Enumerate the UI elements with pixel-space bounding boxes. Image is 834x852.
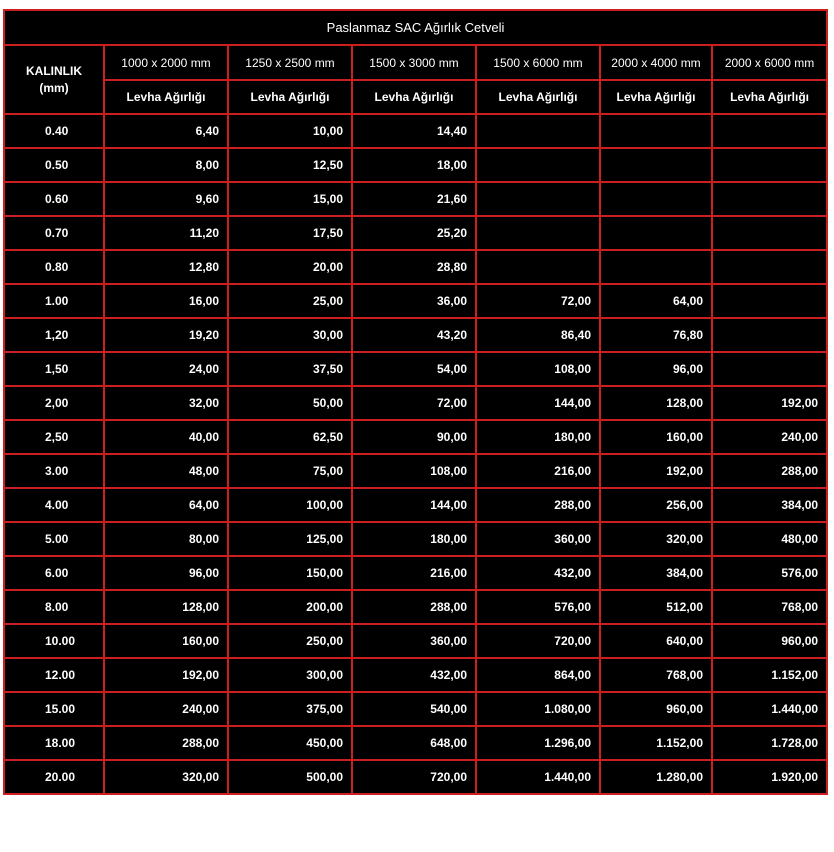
- thickness-cell: 1,50: [4, 352, 104, 386]
- weight-cell: 16,00: [104, 284, 228, 318]
- table-row: [4, 488, 827, 522]
- weight-cell: 768,00: [600, 658, 712, 692]
- weight-cell: 76,80: [600, 318, 712, 352]
- size-header-row: [4, 45, 827, 80]
- thickness-cell: 0.60: [4, 182, 104, 216]
- weight-cell: 128,00: [104, 590, 228, 624]
- size-header: 2000 x 6000 mm: [712, 45, 827, 80]
- weight-cell: [712, 182, 827, 216]
- weight-cell: 15,00: [228, 182, 352, 216]
- weight-cell: [476, 114, 600, 148]
- table-row: [4, 182, 827, 216]
- weight-cell: 500,00: [228, 760, 352, 794]
- weight-header-row: [4, 80, 827, 114]
- thickness-cell: 1,20: [4, 318, 104, 352]
- weight-cell: 25,00: [228, 284, 352, 318]
- weight-cell: 12,50: [228, 148, 352, 182]
- weight-cell: 180,00: [352, 522, 476, 556]
- weight-cell: 640,00: [600, 624, 712, 658]
- table-title: Paslanmaz SAC Ağırlık Cetveli: [4, 10, 827, 45]
- table-row: [4, 216, 827, 250]
- weight-cell: 128,00: [600, 386, 712, 420]
- weight-header: Levha Ağırlığı: [352, 80, 476, 114]
- weight-cell: 125,00: [228, 522, 352, 556]
- thickness-cell: 4.00: [4, 488, 104, 522]
- table-body: [4, 114, 827, 794]
- weight-cell: 288,00: [352, 590, 476, 624]
- weight-cell: 18,00: [352, 148, 476, 182]
- weight-cell: [600, 148, 712, 182]
- weight-cell: 28,80: [352, 250, 476, 284]
- weight-cell: 1.440,00: [476, 760, 600, 794]
- weight-cell: 1.080,00: [476, 692, 600, 726]
- table-row: [4, 658, 827, 692]
- weight-cell: 25,20: [352, 216, 476, 250]
- size-header: 1500 x 3000 mm: [352, 45, 476, 80]
- size-header: 1500 x 6000 mm: [476, 45, 600, 80]
- table-row: [4, 114, 827, 148]
- weight-cell: 32,00: [104, 386, 228, 420]
- weight-cell: 648,00: [352, 726, 476, 760]
- weight-cell: 8,00: [104, 148, 228, 182]
- table-row: [4, 148, 827, 182]
- weight-cell: [712, 250, 827, 284]
- weight-cell: [600, 216, 712, 250]
- weight-cell: 720,00: [352, 760, 476, 794]
- weight-cell: 64,00: [600, 284, 712, 318]
- weight-header: Levha Ağırlığı: [712, 80, 827, 114]
- weight-cell: 62,50: [228, 420, 352, 454]
- weight-header: Levha Ağırlığı: [228, 80, 352, 114]
- weight-cell: 19,20: [104, 318, 228, 352]
- weight-cell: 24,00: [104, 352, 228, 386]
- weight-cell: 150,00: [228, 556, 352, 590]
- weight-cell: [476, 148, 600, 182]
- weight-cell: [712, 318, 827, 352]
- weight-cell: 20,00: [228, 250, 352, 284]
- weight-cell: 86,40: [476, 318, 600, 352]
- weight-cell: 192,00: [712, 386, 827, 420]
- weight-cell: [712, 114, 827, 148]
- weight-cell: 320,00: [104, 760, 228, 794]
- weight-cell: 432,00: [476, 556, 600, 590]
- thickness-cell: 2,00: [4, 386, 104, 420]
- weight-cell: 144,00: [352, 488, 476, 522]
- weight-cell: 64,00: [104, 488, 228, 522]
- weight-cell: [476, 216, 600, 250]
- weight-cell: 17,50: [228, 216, 352, 250]
- thickness-cell: 12.00: [4, 658, 104, 692]
- weight-cell: 11,20: [104, 216, 228, 250]
- weight-cell: 200,00: [228, 590, 352, 624]
- table-row: [4, 760, 827, 794]
- weight-cell: [712, 284, 827, 318]
- thickness-header: [4, 45, 104, 114]
- weight-cell: 96,00: [600, 352, 712, 386]
- weight-cell: 512,00: [600, 590, 712, 624]
- weight-cell: 6,40: [104, 114, 228, 148]
- thickness-cell: 18.00: [4, 726, 104, 760]
- weight-cell: 288,00: [104, 726, 228, 760]
- weight-cell: 43,20: [352, 318, 476, 352]
- weight-header: Levha Ağırlığı: [476, 80, 600, 114]
- thickness-cell: 0.40: [4, 114, 104, 148]
- weight-cell: 1.280,00: [600, 760, 712, 794]
- weight-cell: 256,00: [600, 488, 712, 522]
- table-row: [4, 352, 827, 386]
- thickness-cell: 2,50: [4, 420, 104, 454]
- weight-header: Levha Ağırlığı: [104, 80, 228, 114]
- size-header: 2000 x 4000 mm: [600, 45, 712, 80]
- weight-cell: 480,00: [712, 522, 827, 556]
- weight-cell: 250,00: [228, 624, 352, 658]
- table-row: [4, 386, 827, 420]
- weight-cell: [712, 148, 827, 182]
- weight-cell: 960,00: [712, 624, 827, 658]
- weight-cell: 12,80: [104, 250, 228, 284]
- weight-cell: 360,00: [476, 522, 600, 556]
- table-row: [4, 624, 827, 658]
- weight-cell: [600, 114, 712, 148]
- weight-cell: 576,00: [712, 556, 827, 590]
- weight-cell: [600, 182, 712, 216]
- weight-cell: 1.440,00: [712, 692, 827, 726]
- weight-cell: 48,00: [104, 454, 228, 488]
- weight-cell: 180,00: [476, 420, 600, 454]
- weight-cell: 108,00: [352, 454, 476, 488]
- weight-cell: 1.152,00: [600, 726, 712, 760]
- thickness-header-label: KALINLIK: [26, 63, 82, 78]
- table-row: [4, 454, 827, 488]
- thickness-cell: 15.00: [4, 692, 104, 726]
- weight-cell: 192,00: [600, 454, 712, 488]
- thickness-cell: 1.00: [4, 284, 104, 318]
- thickness-cell: 5.00: [4, 522, 104, 556]
- thickness-cell: 0.80: [4, 250, 104, 284]
- weight-cell: 192,00: [104, 658, 228, 692]
- weight-cell: 384,00: [712, 488, 827, 522]
- weight-header: Levha Ağırlığı: [600, 80, 712, 114]
- thickness-cell: 10.00: [4, 624, 104, 658]
- size-header: 1000 x 2000 mm: [104, 45, 228, 80]
- weight-cell: 54,00: [352, 352, 476, 386]
- weight-cell: 1.296,00: [476, 726, 600, 760]
- thickness-cell: 0.50: [4, 148, 104, 182]
- weight-cell: 384,00: [600, 556, 712, 590]
- thickness-cell: 3.00: [4, 454, 104, 488]
- weight-cell: 288,00: [476, 488, 600, 522]
- thickness-cell: 8.00: [4, 590, 104, 624]
- weight-cell: 90,00: [352, 420, 476, 454]
- weight-cell: 288,00: [712, 454, 827, 488]
- weight-cell: 10,00: [228, 114, 352, 148]
- weight-cell: 240,00: [104, 692, 228, 726]
- weight-cell: 768,00: [712, 590, 827, 624]
- weight-cell: 216,00: [476, 454, 600, 488]
- weight-cell: 14,40: [352, 114, 476, 148]
- weight-cell: 864,00: [476, 658, 600, 692]
- weight-cell: [600, 250, 712, 284]
- weight-cell: 1.728,00: [712, 726, 827, 760]
- weight-cell: 160,00: [104, 624, 228, 658]
- weight-cell: 21,60: [352, 182, 476, 216]
- weight-cell: 576,00: [476, 590, 600, 624]
- weight-cell: 720,00: [476, 624, 600, 658]
- weight-cell: [476, 182, 600, 216]
- table-row: [4, 556, 827, 590]
- weight-cell: 375,00: [228, 692, 352, 726]
- thickness-cell: 0.70: [4, 216, 104, 250]
- thickness-header-unit: (mm): [39, 80, 69, 95]
- weight-cell: 80,00: [104, 522, 228, 556]
- table-row: [4, 284, 827, 318]
- table-row: [4, 692, 827, 726]
- table-row: [4, 522, 827, 556]
- weight-cell: 36,00: [352, 284, 476, 318]
- weight-cell: 72,00: [352, 386, 476, 420]
- weight-cell: 300,00: [228, 658, 352, 692]
- size-header: 1250 x 2500 mm: [228, 45, 352, 80]
- table-row: [4, 726, 827, 760]
- weight-cell: 144,00: [476, 386, 600, 420]
- weight-cell: 216,00: [352, 556, 476, 590]
- weight-cell: 108,00: [476, 352, 600, 386]
- weight-cell: 96,00: [104, 556, 228, 590]
- table-row: [4, 590, 827, 624]
- weight-cell: 540,00: [352, 692, 476, 726]
- thickness-cell: 20.00: [4, 760, 104, 794]
- weight-cell: 37,50: [228, 352, 352, 386]
- weight-table: [3, 9, 828, 795]
- weight-cell: 9,60: [104, 182, 228, 216]
- weight-cell: 1.152,00: [712, 658, 827, 692]
- weight-cell: [712, 352, 827, 386]
- weight-cell: 40,00: [104, 420, 228, 454]
- weight-cell: 1.920,00: [712, 760, 827, 794]
- table-row: [4, 318, 827, 352]
- weight-cell: 450,00: [228, 726, 352, 760]
- table-row: [4, 250, 827, 284]
- weight-cell: 240,00: [712, 420, 827, 454]
- weight-cell: 960,00: [600, 692, 712, 726]
- weight-cell: 30,00: [228, 318, 352, 352]
- weight-cell: 50,00: [228, 386, 352, 420]
- title-row: [4, 10, 827, 45]
- table-row: [4, 420, 827, 454]
- weight-cell: 432,00: [352, 658, 476, 692]
- weight-cell: 360,00: [352, 624, 476, 658]
- weight-cell: 75,00: [228, 454, 352, 488]
- weight-cell: [712, 216, 827, 250]
- weight-cell: 320,00: [600, 522, 712, 556]
- weight-cell: 72,00: [476, 284, 600, 318]
- thickness-cell: 6.00: [4, 556, 104, 590]
- weight-cell: 100,00: [228, 488, 352, 522]
- weight-cell: 160,00: [600, 420, 712, 454]
- weight-cell: [476, 250, 600, 284]
